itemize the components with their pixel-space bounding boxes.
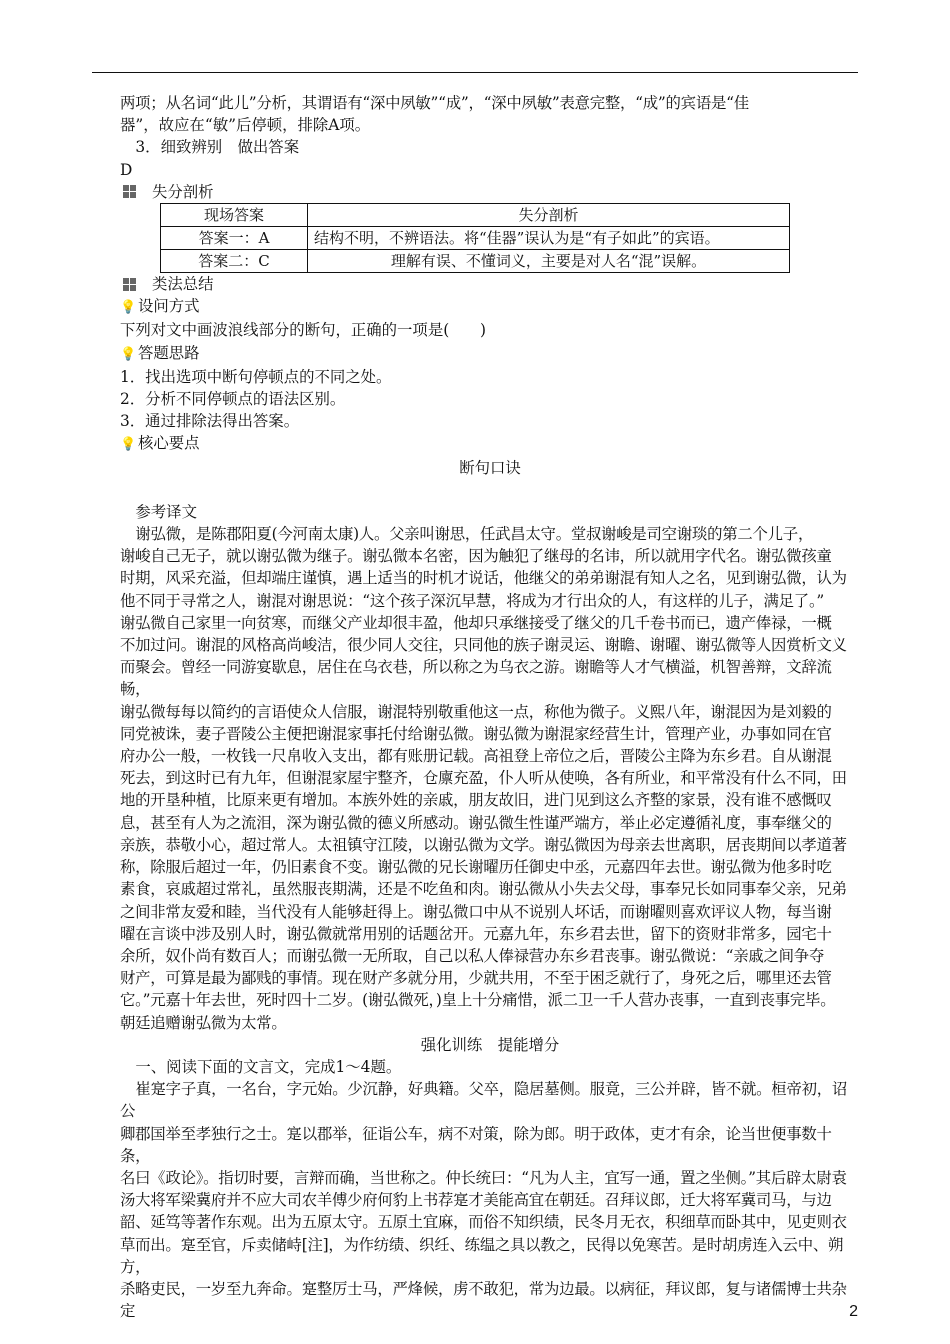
text-line: 谢峻自己无子，就以谢弘微为继子。谢弘微本名密，因为触犯了继母的名讳，所以就用字代名。谢弘微孩童 — [120, 547, 832, 566]
text-line: 同党被诛，妻子晋陵公主便把谢混家事托付给谢弘微。谢弘微为谢混家经营生计，管理产业，办事如同在官 — [120, 724, 832, 743]
text-line: 时期，风采充溢，但却端庄谨慎，遇上适当的时机才说话，他继父的弟弟谢混有知人之名，见到谢弘微，认为 — [120, 569, 847, 588]
table-row — [161, 227, 790, 250]
analysis-cell: 结构不明，不辨语法。将“佳器”误认为是“有子如此”的宾语。 — [308, 227, 790, 250]
text-line: 称，除服后超过一年，仍旧素食不变。谢弘微的兄长谢曜历任御史中丞，元嘉四年去世。谢弘微为他多时吃 — [120, 858, 832, 877]
lightbulb-icon: 💡 — [120, 300, 137, 316]
text-line: 韶、延笃等著作东观。出为五原太守。五原土宜麻，而俗不知织绩，民冬月无衣，积细草而卧其中，见吏则衣 — [120, 1213, 847, 1232]
shewen-text: 下列对文中画波浪线部分的断句，正确的一项是( ) — [120, 321, 486, 340]
text-line: 朝廷追赠谢弘微为太常。 — [120, 1013, 287, 1032]
text-line: 它。”元嘉十年去世，死时四十二岁。(谢弘微死，)皇上十分痛惜，派二卫一千人营办丧事，一直到丧事完毕。 — [120, 991, 836, 1010]
shewen-heading: 💡 设问方式 — [120, 295, 860, 319]
text-line: 名曰《政论》。指切时要，言辩而确，当世称之。仲长统曰：“凡为人主，宜写一通，置之坐侧。”其后辟太尉袁 — [120, 1168, 847, 1187]
page-number: 2 — [849, 1303, 858, 1320]
grid-square-icon — [123, 278, 136, 291]
text-line: 汤大将军梁冀府并不应大司农羊傅少府何豹上书荐寔才美能高宜在朝廷。召拜议郎，迁大将军冀司马，与边 — [120, 1191, 832, 1210]
text-line: 地的开垦种植，比原来更有增加。本族外姓的亲戚，朋友故旧，进门见到这么齐整的家景，没有谁不感慨叹 — [120, 791, 832, 810]
lightbulb-icon: 💡 — [120, 346, 137, 362]
answer-cell: 答案二：C — [161, 250, 308, 273]
section-title: 类法总结 — [152, 275, 214, 294]
dati-step: 1．找出选项中断句停顿点的不同之处。 — [120, 367, 392, 386]
lightbulb-icon: 💡 — [120, 437, 137, 453]
text-line: 草而出。寔至官，斥卖储峙[注]，为作纺绩、织纴、练缊之具以教之，民得以免寒苦。是时胡虏连入云中、朔方， — [120, 1235, 844, 1276]
text-line: 崔寔字子真，一名台，字元始。少沉静，好典籍。父卒，隐居墓侧。服竟，三公并辟，皆不就。桓帝初，诏公 — [120, 1080, 848, 1121]
text-line: 余所，奴仆尚有数百人；而谢弘微一无所取，自己以私人俸禄营办东乡君丧事。谢弘微说：“亲戚之间争夺 — [120, 946, 825, 965]
koujue-title: 断句口诀 — [459, 458, 521, 477]
text-line: 之间非常友爱和睦，当代没有人能够赶得上。谢弘微口中从不说别人坏话，而谢曜则喜欢评议人物，每当谢 — [120, 902, 832, 921]
text-line: 而聚会。曾经一同游宴歇息，居住在乌衣巷，所以称之为乌衣之游。谢瞻等人才气横溢，机智善辩，文辞流畅， — [120, 658, 832, 699]
hexin-heading: 💡 核心要点 — [120, 432, 860, 456]
text-line: 卿郡国举至孝独行之士。寔以郡举，征诣公车，病不对策，除为郎。明于政体，吏才有余，论当世便事数十条， — [120, 1124, 832, 1165]
section-title: 失分剖析 — [152, 182, 214, 201]
text-line: 谢弘微每每以简约的言语使众人信服，谢混特别敬重他这一点，称他为微子。义熙八年，谢混因为是刘毅的 — [120, 702, 832, 721]
intro-line: 两项；从名词“此儿”分析，其谓语有“深中夙敏”“成”，“深中夙敏”表意完整，“成”的宾语是“佳 — [120, 94, 749, 112]
analysis-cell: 理解有误、不懂词义，主要是对人名“混”误解。 — [308, 250, 790, 273]
yiwen-heading: 参考译文 — [135, 502, 197, 521]
text-line: 死去，到这时已有九年，但谢混家屋宇整齐，仓廪充盈，仆人听从使唤，各有所业，和平常没有什么不同，田 — [120, 769, 847, 788]
text-line: 谢弘微自己家里一向贫寒，而继父产业却很丰盈，他却只承继接受了继父的几千卷书而已，遗产俸禄，一概 — [120, 613, 832, 632]
table-header-row — [161, 204, 790, 227]
text-line: 亲族，恭敬小心，超过常人。太祖镇守江陵，以谢弘微为文学。谢弘微因为母亲去世离职，居丧期间以孝道著 — [120, 835, 847, 854]
header-rule — [92, 72, 858, 73]
text-line: 曜在言谈中涉及别人时，谢弘微就常用别的话题岔开。元嘉九年，东乡君去世，留下的资财非常多，园宅十 — [120, 924, 832, 943]
analysis-table — [160, 203, 790, 273]
passage-body — [120, 1078, 860, 1322]
qianghua-title: 强化训练 提能增分 — [420, 1035, 560, 1054]
grid-square-icon — [123, 185, 136, 198]
dati-step: 2．分析不同停顿点的语法区别。 — [120, 390, 346, 409]
text-line: 谢弘微，是陈郡阳夏(今河南太康)人。父亲叫谢思，任武昌太守。堂叔谢峻是司空谢琰的第二个儿子， — [135, 525, 814, 544]
header-cell: 失分剖析 — [308, 204, 790, 227]
text-line: 息，甚至有人为之流泪，深为谢弘微的德义所感动。谢弘微生性谨严端方，举止必定遵循礼度，事奉继父的 — [120, 813, 832, 832]
exercise-intro: 一、阅读下面的文言文，完成1～4题。 — [135, 1057, 402, 1076]
text-line: 财产，可算是最为鄙贱的事情。现在财产多就分用，少就共用，不至于困乏就行了，身死之后，哪里还去管 — [120, 969, 832, 988]
dati-step: 3．通过排除法得出答案。 — [120, 412, 300, 431]
text-line: 杀略吏民，一岁至九奔命。寔整厉士马，严烽候，虏不敢犯，常为边最。以病征，拜议郎，复与诸儒博士共杂定 — [120, 1279, 847, 1321]
header-cell: 现场答案 — [161, 204, 308, 227]
section-leifa — [120, 273, 860, 295]
answer-value: D — [120, 160, 133, 179]
step-heading: 3．细致辨别 做出答案 — [135, 138, 300, 157]
text-line: 他不同于寻常之人，谢混对谢思说：“这个孩子深沉早慧，将成为才行出众的人，有这样的儿子，满足了。” — [120, 591, 825, 610]
text-line: 素食，哀戚超过常礼，虽然服丧期满，还是不吃鱼和肉。谢弘微从小失去父母，事奉兄长如同事奉父亲，兄弟 — [120, 880, 847, 899]
page-content — [120, 92, 860, 1322]
text-line: 不加过问。谢混的风格高尚峻洁，很少同人交往，只同他的族子谢灵运、谢瞻、谢曜、谢弘微等人因赏析文义 — [120, 636, 847, 655]
answer-cell: 答案一：A — [161, 227, 308, 250]
intro-line: 器”，故应在“敏”后停顿，排除A项。 — [120, 116, 371, 135]
section-shifen — [120, 181, 860, 203]
table-row — [161, 250, 790, 273]
text-line: 府办公一般，一枚钱一尺帛收入支出，都有账册记载。高祖登上帝位之后，晋陵公主降为东乡君。自从谢混 — [120, 747, 832, 766]
translation-body — [120, 523, 860, 1034]
dati-heading: 💡 答题思路 — [120, 342, 860, 366]
